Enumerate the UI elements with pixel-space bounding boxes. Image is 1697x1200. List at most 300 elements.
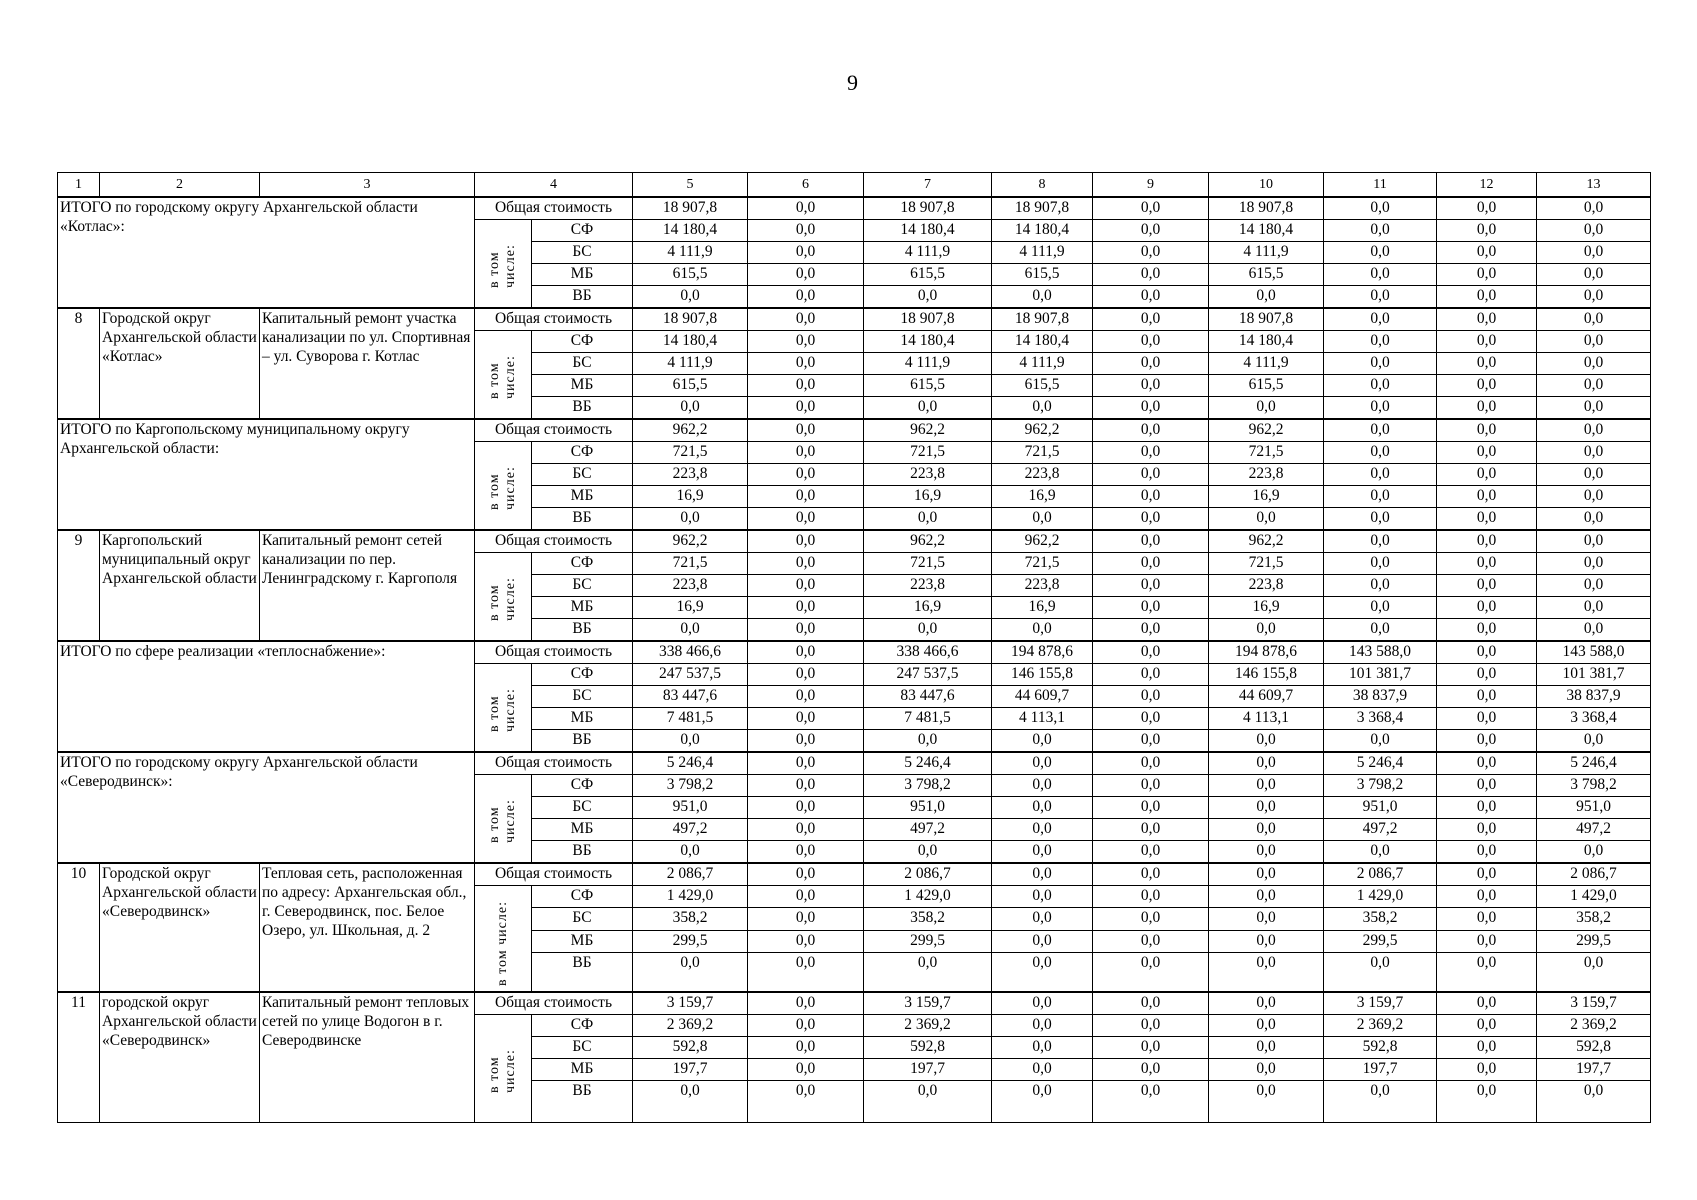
value-cell-col-9: 0,0 (1093, 1081, 1209, 1123)
value-cell-col-6: 0,0 (748, 553, 864, 575)
value-cell-col-7: 0,0 (864, 1081, 992, 1123)
value-cell-col-13: 0,0 (1537, 442, 1651, 464)
value-cell-col-12: 0,0 (1437, 486, 1537, 508)
value-cell-col-13: 0,0 (1537, 220, 1651, 242)
value-cell-col-5: 14 180,4 (633, 331, 748, 353)
funding-source-label: ВБ (532, 619, 633, 642)
total-cost-label: Общая стоимость (475, 752, 633, 775)
value-cell-col-12: 0,0 (1437, 508, 1537, 531)
including-label-cell (475, 553, 532, 642)
value-cell-col-11: 0,0 (1324, 220, 1437, 242)
column-header: 12 (1437, 173, 1537, 198)
value-cell-col-7: 299,5 (864, 930, 992, 952)
value-cell-col-7: 0,0 (864, 508, 992, 531)
page-number: 9 (847, 70, 858, 95)
value-cell-col-7: 3 159,7 (864, 992, 992, 1015)
funding-source-label: БС (532, 797, 633, 819)
value-cell-col-6: 0,0 (748, 375, 864, 397)
value-cell-col-13: 0,0 (1537, 375, 1651, 397)
value-cell-col-10: 0,0 (1209, 797, 1324, 819)
value-cell-col-10: 0,0 (1209, 992, 1324, 1015)
value-cell-col-9: 0,0 (1093, 264, 1209, 286)
value-cell-col-7: 197,7 (864, 1059, 992, 1081)
value-cell-col-7: 83 447,6 (864, 686, 992, 708)
value-cell-col-9: 0,0 (1093, 553, 1209, 575)
item-organization: Городской округ Архангельской области «Северодвинск» (100, 863, 260, 992)
value-cell-col-13: 3 798,2 (1537, 775, 1651, 797)
item-block (58, 308, 1651, 419)
table-row (58, 863, 1651, 886)
value-cell-col-6: 0,0 (748, 1015, 864, 1037)
value-cell-col-10: 0,0 (1209, 908, 1324, 930)
column-header: 5 (633, 173, 748, 198)
value-cell-col-12: 0,0 (1437, 197, 1537, 220)
value-cell-col-8: 962,2 (992, 530, 1093, 553)
value-cell-col-12: 0,0 (1437, 1037, 1537, 1059)
value-cell-col-12: 0,0 (1437, 730, 1537, 753)
value-cell-col-13: 0,0 (1537, 331, 1651, 353)
total-block (58, 419, 1651, 530)
value-cell-col-10: 146 155,8 (1209, 664, 1324, 686)
table-row (58, 197, 1651, 220)
value-cell-col-7: 3 798,2 (864, 775, 992, 797)
value-cell-col-8: 721,5 (992, 553, 1093, 575)
value-cell-col-6: 0,0 (748, 530, 864, 553)
value-cell-col-7: 7 481,5 (864, 708, 992, 730)
value-cell-col-11: 197,7 (1324, 1059, 1437, 1081)
value-cell-col-6: 0,0 (748, 286, 864, 309)
value-cell-col-5: 5 246,4 (633, 752, 748, 775)
value-cell-col-8: 615,5 (992, 264, 1093, 286)
value-cell-col-8: 0,0 (992, 908, 1093, 930)
value-cell-col-7: 0,0 (864, 841, 992, 864)
value-cell-col-10: 0,0 (1209, 775, 1324, 797)
value-cell-col-6: 0,0 (748, 442, 864, 464)
value-cell-col-5: 962,2 (633, 419, 748, 442)
value-cell-col-11: 0,0 (1324, 530, 1437, 553)
value-cell-col-5: 0,0 (633, 508, 748, 531)
value-cell-col-11: 0,0 (1324, 375, 1437, 397)
value-cell-col-6: 0,0 (748, 619, 864, 642)
funding-source-label: СФ (532, 442, 633, 464)
value-cell-col-12: 0,0 (1437, 286, 1537, 309)
value-cell-col-6: 0,0 (748, 419, 864, 442)
value-cell-col-13: 2 369,2 (1537, 1015, 1651, 1037)
value-cell-col-12: 0,0 (1437, 530, 1537, 553)
value-cell-col-5: 18 907,8 (633, 308, 748, 331)
value-cell-col-10: 721,5 (1209, 442, 1324, 464)
value-cell-col-5: 0,0 (633, 730, 748, 753)
value-cell-col-7: 0,0 (864, 286, 992, 309)
value-cell-col-12: 0,0 (1437, 1081, 1537, 1123)
value-cell-col-6: 0,0 (748, 775, 864, 797)
value-cell-col-13: 197,7 (1537, 1059, 1651, 1081)
value-cell-col-12: 0,0 (1437, 664, 1537, 686)
value-cell-col-9: 0,0 (1093, 886, 1209, 908)
funding-source-label: БС (532, 464, 633, 486)
value-cell-col-10: 0,0 (1209, 1015, 1324, 1037)
including-label-cell (475, 886, 532, 993)
value-cell-col-13: 0,0 (1537, 530, 1651, 553)
value-cell-col-11: 3 368,4 (1324, 708, 1437, 730)
value-cell-col-8: 962,2 (992, 419, 1093, 442)
value-cell-col-6: 0,0 (748, 197, 864, 220)
value-cell-col-9: 0,0 (1093, 353, 1209, 375)
value-cell-col-13: 0,0 (1537, 264, 1651, 286)
value-cell-col-9: 0,0 (1093, 797, 1209, 819)
value-cell-col-13: 3 368,4 (1537, 708, 1651, 730)
value-cell-col-13: 101 381,7 (1537, 664, 1651, 686)
value-cell-col-11: 3 798,2 (1324, 775, 1437, 797)
value-cell-col-10: 615,5 (1209, 375, 1324, 397)
value-cell-col-9: 0,0 (1093, 197, 1209, 220)
value-cell-col-6: 0,0 (748, 397, 864, 420)
including-label: в том числе: (487, 1049, 518, 1093)
value-cell-col-7: 592,8 (864, 1037, 992, 1059)
value-cell-col-6: 0,0 (748, 930, 864, 952)
value-cell-col-11: 0,0 (1324, 197, 1437, 220)
including-label: в том числе: (487, 688, 518, 732)
value-cell-col-9: 0,0 (1093, 375, 1209, 397)
value-cell-col-10: 0,0 (1209, 1059, 1324, 1081)
value-cell-col-10: 194 878,6 (1209, 641, 1324, 664)
value-cell-col-5: 951,0 (633, 797, 748, 819)
value-cell-col-10: 223,8 (1209, 575, 1324, 597)
value-cell-col-9: 0,0 (1093, 286, 1209, 309)
funding-source-label: ВБ (532, 1081, 633, 1123)
value-cell-col-11: 0,0 (1324, 486, 1437, 508)
value-cell-col-5: 615,5 (633, 375, 748, 397)
value-cell-col-7: 5 246,4 (864, 752, 992, 775)
value-cell-col-11: 0,0 (1324, 1081, 1437, 1123)
value-cell-col-6: 0,0 (748, 992, 864, 1015)
value-cell-col-7: 615,5 (864, 375, 992, 397)
value-cell-col-7: 1 429,0 (864, 886, 992, 908)
value-cell-col-9: 0,0 (1093, 308, 1209, 331)
value-cell-col-10: 0,0 (1209, 819, 1324, 841)
funding-source-label: БС (532, 242, 633, 264)
value-cell-col-5: 247 537,5 (633, 664, 748, 686)
value-cell-col-5: 18 907,8 (633, 197, 748, 220)
value-cell-col-8: 0,0 (992, 992, 1093, 1015)
column-header: 4 (475, 173, 633, 198)
value-cell-col-9: 0,0 (1093, 1015, 1209, 1037)
value-cell-col-8: 14 180,4 (992, 331, 1093, 353)
funding-source-label: ВБ (532, 286, 633, 309)
table-row (58, 992, 1651, 1015)
value-cell-col-13: 0,0 (1537, 953, 1651, 992)
including-label: в том числе: (487, 355, 518, 399)
including-label-cell (475, 1015, 532, 1123)
value-cell-col-11: 0,0 (1324, 353, 1437, 375)
value-cell-col-7: 18 907,8 (864, 197, 992, 220)
value-cell-col-12: 0,0 (1437, 375, 1537, 397)
value-cell-col-7: 0,0 (864, 619, 992, 642)
value-cell-col-6: 0,0 (748, 863, 864, 886)
value-cell-col-13: 0,0 (1537, 308, 1651, 331)
value-cell-col-6: 0,0 (748, 1037, 864, 1059)
value-cell-col-9: 0,0 (1093, 992, 1209, 1015)
funding-source-label: СФ (532, 220, 633, 242)
value-cell-col-7: 951,0 (864, 797, 992, 819)
value-cell-col-10: 0,0 (1209, 841, 1324, 864)
value-cell-col-6: 0,0 (748, 819, 864, 841)
column-header: 7 (864, 173, 992, 198)
value-cell-col-13: 358,2 (1537, 908, 1651, 930)
value-cell-col-5: 0,0 (633, 286, 748, 309)
funding-source-label: МБ (532, 264, 633, 286)
value-cell-col-5: 592,8 (633, 1037, 748, 1059)
funding-source-label: МБ (532, 1059, 633, 1081)
value-cell-col-8: 4 113,1 (992, 708, 1093, 730)
value-cell-col-12: 0,0 (1437, 442, 1537, 464)
value-cell-col-10: 0,0 (1209, 619, 1324, 642)
value-cell-col-12: 0,0 (1437, 308, 1537, 331)
value-cell-col-9: 0,0 (1093, 730, 1209, 753)
value-cell-col-12: 0,0 (1437, 575, 1537, 597)
total-cost-label: Общая стоимость (475, 641, 633, 664)
value-cell-col-9: 0,0 (1093, 331, 1209, 353)
value-cell-col-13: 0,0 (1537, 353, 1651, 375)
value-cell-col-6: 0,0 (748, 242, 864, 264)
value-cell-col-7: 0,0 (864, 730, 992, 753)
value-cell-col-10: 0,0 (1209, 1081, 1324, 1123)
value-cell-col-5: 0,0 (633, 397, 748, 420)
column-header: 3 (260, 173, 475, 198)
value-cell-col-12: 0,0 (1437, 353, 1537, 375)
value-cell-col-13: 0,0 (1537, 464, 1651, 486)
value-cell-col-6: 0,0 (748, 752, 864, 775)
table-header (58, 173, 1651, 198)
value-cell-col-9: 0,0 (1093, 686, 1209, 708)
value-cell-col-9: 0,0 (1093, 597, 1209, 619)
value-cell-col-7: 14 180,4 (864, 331, 992, 353)
value-cell-col-8: 44 609,7 (992, 686, 1093, 708)
value-cell-col-7: 223,8 (864, 464, 992, 486)
value-cell-col-13: 0,0 (1537, 553, 1651, 575)
value-cell-col-12: 0,0 (1437, 553, 1537, 575)
value-cell-col-9: 0,0 (1093, 508, 1209, 531)
item-block (58, 863, 1651, 992)
value-cell-col-5: 223,8 (633, 464, 748, 486)
total-cost-label: Общая стоимость (475, 419, 633, 442)
value-cell-col-12: 0,0 (1437, 1059, 1537, 1081)
value-cell-col-10: 4 113,1 (1209, 708, 1324, 730)
column-header: 10 (1209, 173, 1324, 198)
funding-source-label: СФ (532, 886, 633, 908)
column-header: 6 (748, 173, 864, 198)
value-cell-col-7: 14 180,4 (864, 220, 992, 242)
value-cell-col-9: 0,0 (1093, 1037, 1209, 1059)
value-cell-col-11: 0,0 (1324, 575, 1437, 597)
value-cell-col-10: 14 180,4 (1209, 220, 1324, 242)
value-cell-col-5: 3 159,7 (633, 992, 748, 1015)
value-cell-col-10: 18 907,8 (1209, 197, 1324, 220)
total-title: ИТОГО по городскому округу Архангельской области «Котлас»: (58, 197, 475, 308)
funding-source-label: СФ (532, 331, 633, 353)
value-cell-col-8: 615,5 (992, 375, 1093, 397)
total-cost-label: Общая стоимость (475, 530, 633, 553)
value-cell-col-7: 615,5 (864, 264, 992, 286)
value-cell-col-9: 0,0 (1093, 841, 1209, 864)
value-cell-col-12: 0,0 (1437, 752, 1537, 775)
value-cell-col-6: 0,0 (748, 264, 864, 286)
funding-source-label: МБ (532, 930, 633, 952)
value-cell-col-13: 38 837,9 (1537, 686, 1651, 708)
total-cost-label: Общая стоимость (475, 308, 633, 331)
item-number: 9 (58, 530, 100, 641)
value-cell-col-5: 2 086,7 (633, 863, 748, 886)
value-cell-col-9: 0,0 (1093, 619, 1209, 642)
value-cell-col-7: 358,2 (864, 908, 992, 930)
including-label: в том числе: (487, 244, 518, 288)
value-cell-col-10: 4 111,9 (1209, 353, 1324, 375)
value-cell-col-12: 0,0 (1437, 863, 1537, 886)
value-cell-col-8: 0,0 (992, 930, 1093, 952)
funding-source-label: ВБ (532, 953, 633, 992)
value-cell-col-10: 0,0 (1209, 397, 1324, 420)
value-cell-col-10: 615,5 (1209, 264, 1324, 286)
value-cell-col-10: 0,0 (1209, 930, 1324, 952)
item-description: Тепловая сеть, расположенная по адресу: Архангельская обл., г. Северодвинск, пос. Белое Озеро, ул. Школьная, д. 2 (260, 863, 475, 992)
value-cell-col-13: 0,0 (1537, 841, 1651, 864)
column-header: 1 (58, 173, 100, 198)
value-cell-col-11: 1 429,0 (1324, 886, 1437, 908)
value-cell-col-13: 592,8 (1537, 1037, 1651, 1059)
value-cell-col-10: 0,0 (1209, 886, 1324, 908)
value-cell-col-9: 0,0 (1093, 819, 1209, 841)
value-cell-col-6: 0,0 (748, 331, 864, 353)
value-cell-col-11: 0,0 (1324, 953, 1437, 992)
funding-source-label: СФ (532, 664, 633, 686)
value-cell-col-5: 223,8 (633, 575, 748, 597)
funding-source-label: БС (532, 575, 633, 597)
value-cell-col-8: 0,0 (992, 730, 1093, 753)
value-cell-col-7: 0,0 (864, 397, 992, 420)
value-cell-col-8: 0,0 (992, 797, 1093, 819)
value-cell-col-11: 2 369,2 (1324, 1015, 1437, 1037)
value-cell-col-5: 197,7 (633, 1059, 748, 1081)
value-cell-col-8: 0,0 (992, 397, 1093, 420)
value-cell-col-5: 0,0 (633, 953, 748, 992)
total-cost-label: Общая стоимость (475, 863, 633, 886)
including-label-cell (475, 664, 532, 753)
column-header: 9 (1093, 173, 1209, 198)
value-cell-col-8: 0,0 (992, 508, 1093, 531)
value-cell-col-8: 0,0 (992, 886, 1093, 908)
funding-source-label: МБ (532, 375, 633, 397)
total-title: ИТОГО по сфере реализации «теплоснабжение»: (58, 641, 475, 752)
column-header: 13 (1537, 173, 1651, 198)
value-cell-col-9: 0,0 (1093, 575, 1209, 597)
value-cell-col-5: 16,9 (633, 486, 748, 508)
value-cell-col-7: 223,8 (864, 575, 992, 597)
value-cell-col-12: 0,0 (1437, 908, 1537, 930)
value-cell-col-6: 0,0 (748, 353, 864, 375)
value-cell-col-8: 223,8 (992, 575, 1093, 597)
value-cell-col-9: 0,0 (1093, 863, 1209, 886)
funding-source-label: СФ (532, 553, 633, 575)
value-cell-col-6: 0,0 (748, 597, 864, 619)
value-cell-col-6: 0,0 (748, 908, 864, 930)
value-cell-col-8: 0,0 (992, 1081, 1093, 1123)
value-cell-col-11: 0,0 (1324, 397, 1437, 420)
value-cell-col-12: 0,0 (1437, 220, 1537, 242)
value-cell-col-11: 143 588,0 (1324, 641, 1437, 664)
funding-source-label: МБ (532, 597, 633, 619)
funding-table (57, 172, 1651, 1123)
value-cell-col-13: 0,0 (1537, 730, 1651, 753)
value-cell-col-6: 0,0 (748, 575, 864, 597)
value-cell-col-10: 44 609,7 (1209, 686, 1324, 708)
item-organization: Каргопольский муниципальный округ Архангельской области (100, 530, 260, 641)
value-cell-col-8: 0,0 (992, 1037, 1093, 1059)
value-cell-col-9: 0,0 (1093, 419, 1209, 442)
funding-source-label: ВБ (532, 730, 633, 753)
value-cell-col-5: 16,9 (633, 597, 748, 619)
value-cell-col-8: 0,0 (992, 286, 1093, 309)
value-cell-col-13: 951,0 (1537, 797, 1651, 819)
value-cell-col-7: 962,2 (864, 530, 992, 553)
value-cell-col-5: 3 798,2 (633, 775, 748, 797)
value-cell-col-11: 592,8 (1324, 1037, 1437, 1059)
value-cell-col-12: 0,0 (1437, 992, 1537, 1015)
value-cell-col-13: 299,5 (1537, 930, 1651, 952)
item-number: 11 (58, 992, 100, 1123)
value-cell-col-12: 0,0 (1437, 930, 1537, 952)
value-cell-col-11: 0,0 (1324, 442, 1437, 464)
value-cell-col-10: 18 907,8 (1209, 308, 1324, 331)
value-cell-col-11: 0,0 (1324, 730, 1437, 753)
value-cell-col-5: 0,0 (633, 1081, 748, 1123)
funding-source-label: МБ (532, 819, 633, 841)
table-row (58, 641, 1651, 664)
value-cell-col-10: 0,0 (1209, 863, 1324, 886)
value-cell-col-9: 0,0 (1093, 220, 1209, 242)
value-cell-col-7: 497,2 (864, 819, 992, 841)
item-organization: Городской округ Архангельской области «Котлас» (100, 308, 260, 419)
value-cell-col-11: 38 837,9 (1324, 686, 1437, 708)
funding-source-label: БС (532, 353, 633, 375)
value-cell-col-5: 497,2 (633, 819, 748, 841)
value-cell-col-12: 0,0 (1437, 686, 1537, 708)
value-cell-col-11: 951,0 (1324, 797, 1437, 819)
funding-source-label: БС (532, 1037, 633, 1059)
value-cell-col-12: 0,0 (1437, 641, 1537, 664)
total-title: ИТОГО по городскому округу Архангельской области «Северодвинск»: (58, 752, 475, 863)
value-cell-col-6: 0,0 (748, 664, 864, 686)
value-cell-col-10: 962,2 (1209, 419, 1324, 442)
value-cell-col-13: 0,0 (1537, 242, 1651, 264)
funding-source-label: ВБ (532, 841, 633, 864)
value-cell-col-12: 0,0 (1437, 331, 1537, 353)
value-cell-col-11: 0,0 (1324, 419, 1437, 442)
value-cell-col-8: 0,0 (992, 1015, 1093, 1037)
value-cell-col-8: 0,0 (992, 863, 1093, 886)
total-block (58, 197, 1651, 308)
value-cell-col-11: 0,0 (1324, 619, 1437, 642)
value-cell-col-13: 0,0 (1537, 508, 1651, 531)
value-cell-col-11: 0,0 (1324, 597, 1437, 619)
value-cell-col-6: 0,0 (748, 886, 864, 908)
value-cell-col-5: 338 466,6 (633, 641, 748, 664)
value-cell-col-5: 14 180,4 (633, 220, 748, 242)
including-label: в том числе: (487, 466, 518, 510)
item-organization: городской округ Архангельской области «Северодвинск» (100, 992, 260, 1123)
including-label-cell (475, 442, 532, 531)
value-cell-col-12: 0,0 (1437, 708, 1537, 730)
value-cell-col-6: 0,0 (748, 1059, 864, 1081)
